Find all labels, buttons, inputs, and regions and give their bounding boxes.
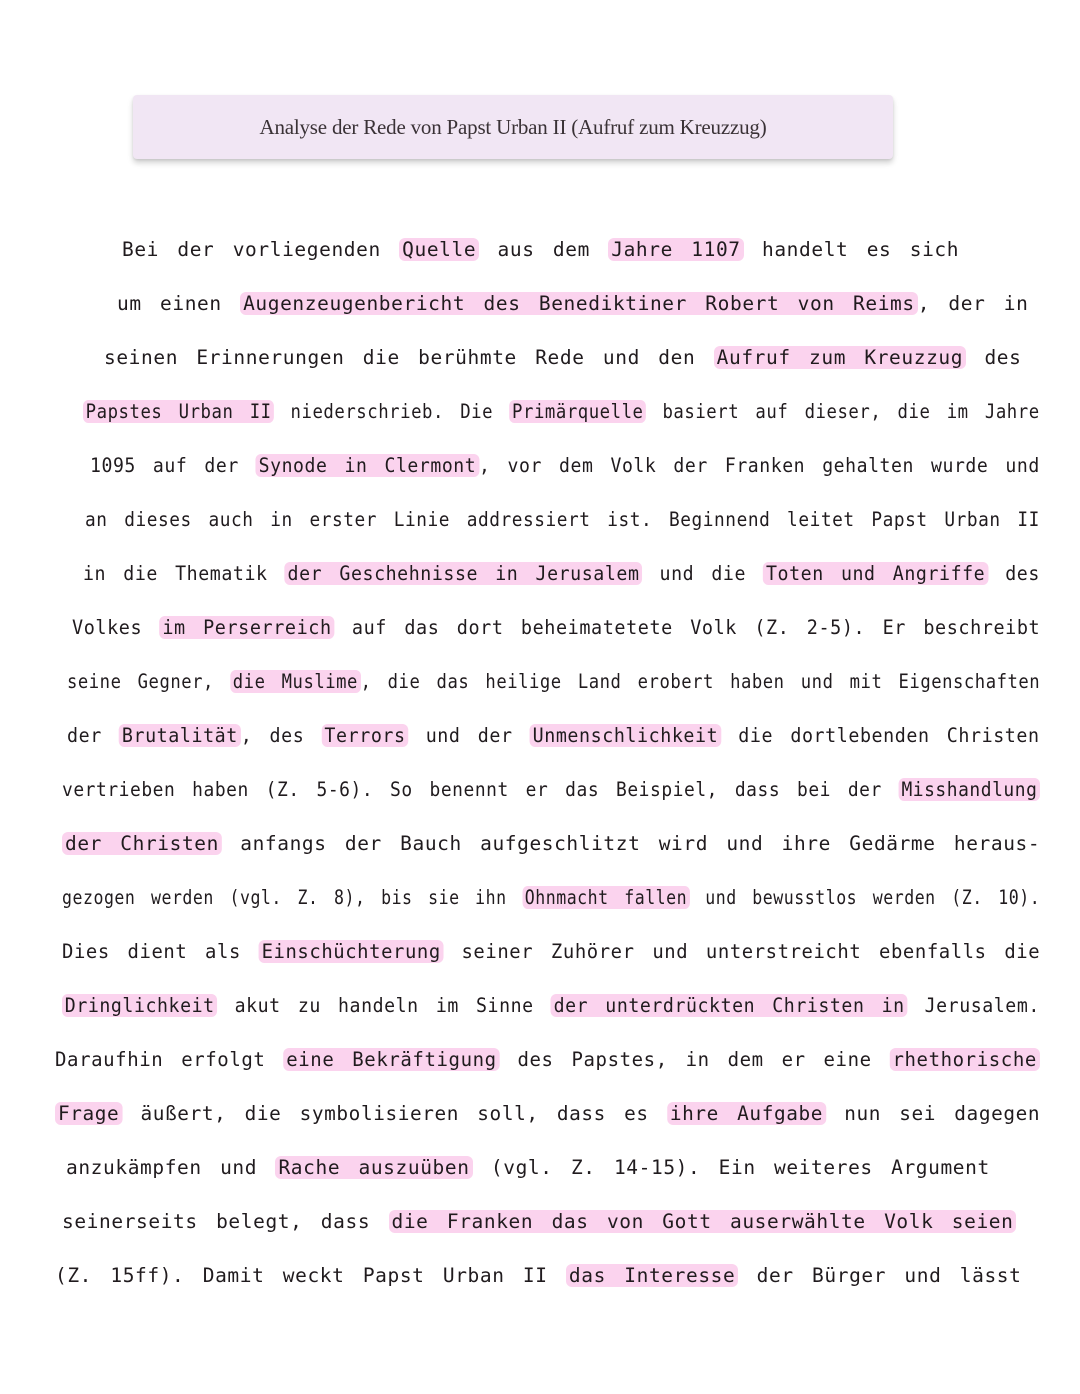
highlighted-phrase: Unmenschlichkeit [530, 724, 721, 747]
text-segment: , vor dem Volk der Franken gehalten wurde und [479, 454, 1040, 477]
text-segment: nun sei dagegen [826, 1102, 1041, 1125]
text-line [85, 508, 1040, 531]
text-segment: gezogen werden (vgl. Z. 8), bis sie ihn [62, 886, 523, 909]
highlighted-phrase: Synode in Clermont [256, 454, 479, 477]
text-line [83, 562, 1040, 585]
text-segment: seinerseits belegt, dass [62, 1210, 389, 1233]
highlighted-phrase: der unterdrückten Christen in [551, 994, 908, 1017]
text-segment: äußert, die symbolisieren soll, dass es [122, 1102, 667, 1125]
text-segment: 1095 auf der [90, 454, 256, 477]
text-line [62, 832, 1040, 855]
text-segment: um einen [117, 292, 241, 315]
text-segment: seiner Zuhörer und unterstreicht ebenfalls die [443, 940, 1041, 963]
text-line [104, 346, 1021, 369]
text-segment: an dieses auch in erster Linie addressiert ist. Beginnend leitet Papst Urban II [85, 508, 1040, 531]
text-line [62, 778, 1040, 801]
text-segment: und die [642, 562, 764, 585]
title-card [133, 95, 893, 159]
highlighted-phrase: Frage [55, 1102, 122, 1125]
text-segment: die dortlebenden Christen [721, 724, 1040, 747]
text-segment: (Z. 15ff). Damit weckt Papst Urban II [55, 1264, 566, 1287]
text-line [66, 1156, 990, 1179]
text-segment: aus dem [479, 238, 609, 261]
text-line [83, 400, 1040, 423]
highlighted-phrase: Augenzeugenbericht des Benediktiner Robert von Reims [240, 292, 918, 315]
page-title: Analyse der Rede von Papst Urban II (Aufruf zum Kreuzzug) [259, 114, 767, 139]
highlighted-phrase: Aufruf zum Kreuzzug [714, 346, 966, 369]
highlighted-phrase: Brutalität [119, 724, 241, 747]
text-segment: , der in [917, 292, 1029, 315]
highlighted-phrase: Terrors [322, 724, 409, 747]
highlighted-phrase: das Interesse [566, 1264, 738, 1287]
text-line [90, 454, 1040, 477]
text-segment: in die Thematik [83, 562, 285, 585]
highlighted-phrase: der Geschehnisse in Jerusalem [285, 562, 643, 585]
text-segment: seinen Erinnerungen die berühmte Rede und den [104, 346, 714, 369]
text-segment: anzukämpfen und [66, 1156, 276, 1179]
text-line [62, 994, 1040, 1017]
text-line [55, 1102, 1040, 1125]
text-segment: Daraufhin erfolgt [55, 1048, 284, 1071]
text-segment: Dies dient als [62, 940, 259, 963]
text-segment: niederschrieb. Die [274, 400, 510, 423]
highlighted-phrase: Rache auszuüben [275, 1156, 472, 1179]
text-segment: handelt es sich [743, 238, 960, 261]
highlighted-phrase: der Christen [62, 832, 222, 855]
text-segment: , des [240, 724, 322, 747]
highlighted-phrase: Primärquelle [509, 400, 646, 423]
highlighted-phrase: ihre Aufgabe [667, 1102, 826, 1125]
text-line [62, 886, 1040, 909]
text-segment: Bei der vorliegenden [122, 238, 400, 261]
text-segment: und bewusstlos werden (Z. 10). [689, 886, 1041, 909]
highlighted-phrase: Einschüchterung [259, 940, 444, 963]
highlighted-phrase: im Perserreich [160, 616, 335, 639]
text-segment: auf das dort beheimatetete Volk (Z. 2-5). Er beschreibt [334, 616, 1041, 639]
text-segment: Volkes [72, 616, 160, 639]
text-segment: des Papstes, in dem er eine [499, 1048, 890, 1071]
highlighted-phrase: Dringlichkeit [62, 994, 217, 1017]
text-line [117, 292, 1028, 315]
text-segment: (vgl. Z. 14-15). Ein weiteres Argument [472, 1156, 990, 1179]
highlighted-phrase: die Franken das von Gott auserwählte Volk seien [389, 1210, 1017, 1233]
highlighted-phrase: rhethorische [890, 1048, 1040, 1071]
text-segment: basiert auf dieser, die im Jahre [646, 400, 1040, 423]
text-line [55, 1264, 1021, 1287]
text-line [62, 1210, 1016, 1233]
text-segment: des [966, 346, 1022, 369]
text-segment: und der [408, 724, 530, 747]
highlighted-phrase: Misshandlung [899, 778, 1041, 801]
text-line [62, 940, 1040, 963]
text-segment: vertrieben haben (Z. 5-6). So benennt er das Beispiel, dass bei der [62, 778, 899, 801]
text-segment: Jerusalem. [907, 994, 1040, 1017]
highlighted-phrase: Papstes Urban II [83, 400, 274, 423]
text-line [67, 670, 1040, 693]
text-line [67, 724, 1040, 747]
text-line [55, 1048, 1040, 1071]
text-line [122, 238, 959, 261]
highlighted-phrase: eine Bekräftigung [283, 1048, 499, 1071]
text-segment: der [67, 724, 120, 747]
text-segment: anfangs der Bauch aufgeschlitzt wird und ihre Gedärme heraus- [221, 832, 1041, 855]
highlighted-phrase: Jahre 1107 [608, 238, 743, 261]
highlighted-phrase: Toten und Angriffe [763, 562, 988, 585]
text-line [72, 616, 1040, 639]
text-segment: des [988, 562, 1040, 585]
highlighted-phrase: Ohnmacht fallen [522, 886, 689, 909]
highlighted-phrase: die Muslime [230, 670, 360, 693]
text-segment: , die das heilige Land erobert haben und mit Eigenschaften [360, 670, 1041, 693]
text-segment: der Bürger und lässt [738, 1264, 1022, 1287]
text-segment: seine Gegner, [67, 670, 231, 693]
highlighted-phrase: Quelle [399, 238, 479, 261]
text-segment: akut zu handeln im Sinne [217, 994, 551, 1017]
